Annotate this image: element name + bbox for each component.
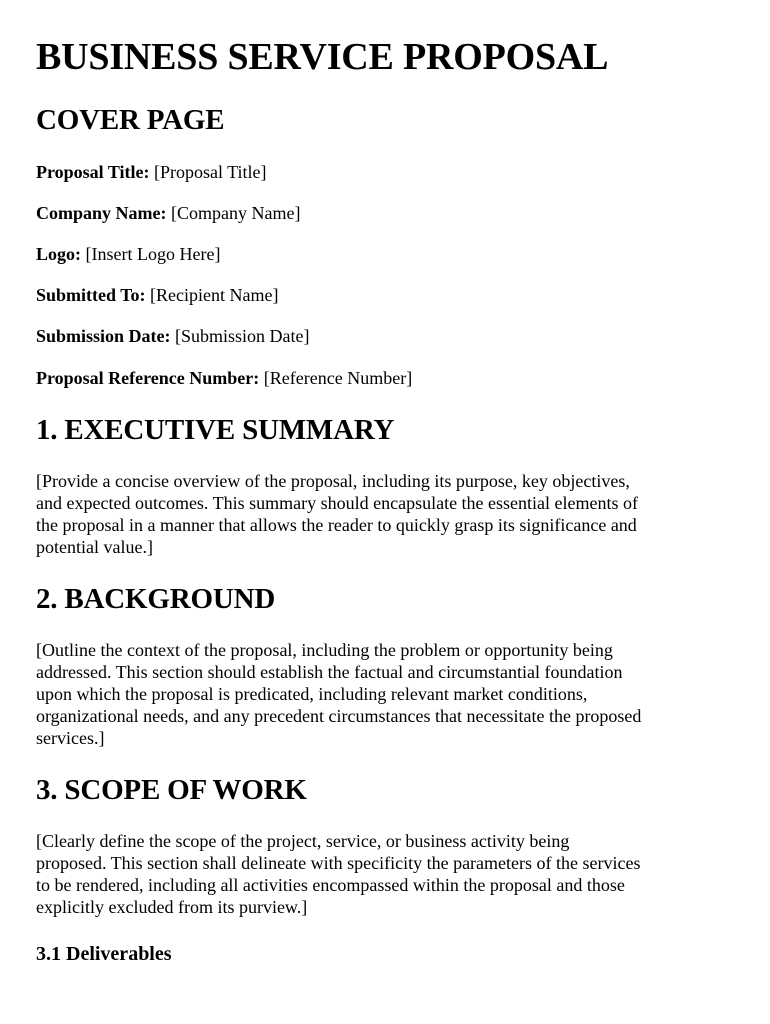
field-company-name <box>36 202 300 224</box>
body-line: upon which the proposal is predicated, including relevant market conditions, <box>36 684 588 704</box>
field-value: [Reference Number] <box>263 368 413 388</box>
body-line: potential value.] <box>36 537 153 557</box>
field-label: Submitted To: <box>36 285 146 305</box>
section-body-background <box>36 639 736 749</box>
body-line: proposed. This section shall delineate with specificity the parameters of the services <box>36 853 641 873</box>
field-value: [Proposal Title] <box>154 162 267 182</box>
field-proposal-title <box>36 161 267 183</box>
field-label: Company Name: <box>36 203 167 223</box>
field-label: Logo: <box>36 244 81 264</box>
body-line: to be rendered, including all activities encompassed within the proposal and those <box>36 875 625 895</box>
field-value: [Company Name] <box>171 203 301 223</box>
body-line: services.] <box>36 728 105 748</box>
body-line: [Provide a concise overview of the proposal, including its purpose, key objectives, <box>36 471 630 491</box>
field-value: [Recipient Name] <box>150 285 279 305</box>
field-label: Submission Date: <box>36 326 171 346</box>
body-line: organizational needs, and any precedent circumstances that necessitate the proposed <box>36 706 642 726</box>
cover-page-heading: COVER PAGE <box>36 104 225 136</box>
field-logo <box>36 243 220 265</box>
body-line: and expected outcomes. This summary should encapsulate the essential elements of <box>36 493 638 513</box>
field-value: [Insert Logo Here] <box>85 244 221 264</box>
field-reference-number <box>36 367 412 389</box>
section-heading-executive-summary: 1. EXECUTIVE SUMMARY <box>36 414 395 446</box>
body-line: explicitly excluded from its purview.] <box>36 897 308 917</box>
section-body-scope-of-work <box>36 830 736 918</box>
field-submission-date <box>36 325 310 347</box>
field-submitted-to <box>36 284 279 306</box>
body-line: addressed. This section should establish the factual and circumstantial foundation <box>36 662 623 682</box>
field-value: [Submission Date] <box>175 326 310 346</box>
field-label: Proposal Reference Number: <box>36 368 260 388</box>
section-heading-scope-of-work: 3. SCOPE OF WORK <box>36 774 307 806</box>
document-title: BUSINESS SERVICE PROPOSAL <box>36 36 609 78</box>
body-line: [Outline the context of the proposal, including the problem or opportunity being <box>36 640 613 660</box>
section-body-executive-summary <box>36 470 736 558</box>
section-heading-background: 2. BACKGROUND <box>36 583 276 615</box>
body-line: the proposal in a manner that allows the reader to quickly grasp its significance and <box>36 515 637 535</box>
field-label: Proposal Title: <box>36 162 150 182</box>
subsection-heading-deliverables: 3.1 Deliverables <box>36 943 172 965</box>
body-line: [Clearly define the scope of the project, service, or business activity being <box>36 831 570 851</box>
